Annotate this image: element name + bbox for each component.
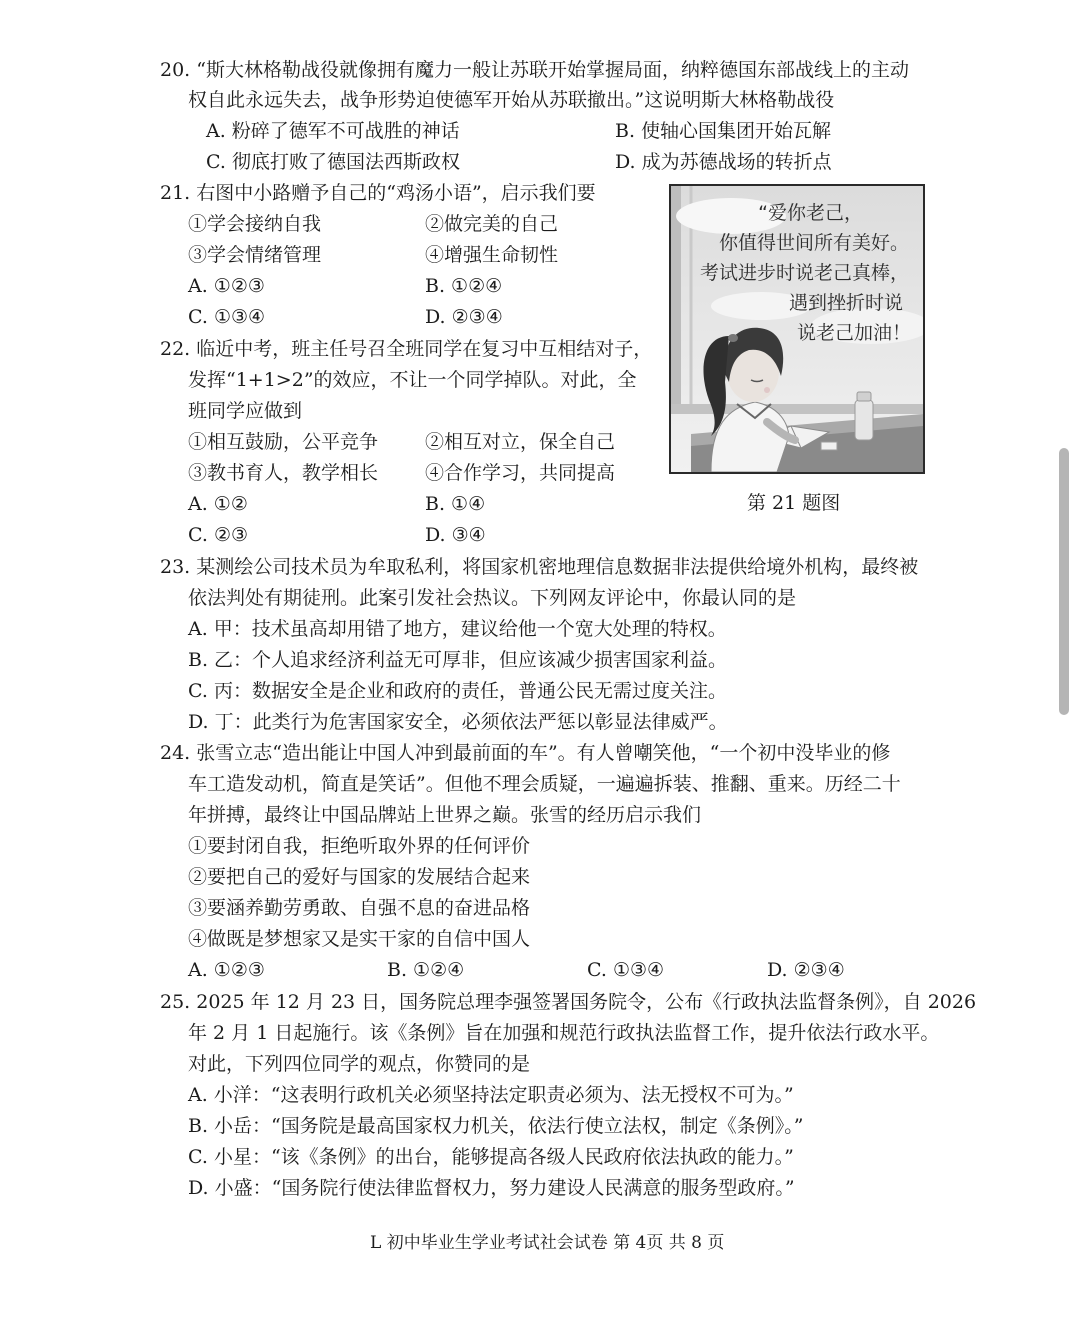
- q23-option-d: D. 丁：此类行为危害国家安全，必须依法严惩以彰显法律威严。: [188, 711, 728, 733]
- q25-stem-line3: 对此，下列四位同学的观点，你赞同的是: [188, 1053, 531, 1075]
- q20-option-c: C. 彻底打败了德国法西斯政权: [206, 151, 460, 173]
- q22-statement-1: ①相互鼓励，公平竞争: [188, 431, 379, 453]
- q23-option-c: C. 丙：数据安全是企业和政府的责任，普通公民无需过度关注。: [188, 680, 727, 702]
- q23-option-b: B. 乙：个人追求经济利益无可厚非，但应该减少损害国家利益。: [188, 649, 728, 671]
- q20-option-a: A. 粉碎了德军不可战胜的神话: [206, 120, 460, 142]
- q20-stem-line1: 20. “斯大林格勒战役就像拥有魔力一般让苏联开始掌握局面，纳粹德国东部战线上的主动: [160, 59, 909, 81]
- q22-stem-line3: 班同学应做到: [188, 400, 303, 422]
- q22-stem-line1: 22. 临近中考，班主任号召全班同学在复习中互相结对子，: [160, 338, 653, 360]
- q25-stem-line1: 25. 2025 年 12 月 23 日，国务院总理李强签署国务院令，公布《行政执法监督条例》，自 2026: [160, 991, 977, 1013]
- page-footer: L 初中毕业生学业考试社会试卷 第 4页 共 8 页: [370, 1233, 725, 1253]
- q21-option-b: B. ①②④: [425, 275, 503, 297]
- q24-stem-line1: 24. 张雪立志“造出能让中国人冲到最前面的车”。有人曾嘲笑他，“一个初中没毕业的修: [160, 742, 891, 764]
- q21-statement-4: ④增强生命韧性: [425, 244, 559, 266]
- q23-option-a: A. 甲：技术虽高却用错了地方，建议给他一个宽大处理的特权。: [188, 618, 727, 640]
- vertical-scrollbar[interactable]: [1059, 448, 1069, 715]
- q21-option-d: D. ②③④: [425, 306, 503, 328]
- q22-statement-4: ④合作学习，共同提高: [425, 462, 616, 484]
- q21-statement-2: ②做完美的自己: [425, 213, 559, 235]
- q20-option-d: D. 成为苏德战场的转折点: [615, 151, 832, 173]
- q25-option-c: C. 小星：“该《条例》的出台，能够提高各级人民政府依法执政的能力。”: [188, 1146, 794, 1168]
- q23-stem-line2: 依法判处有期徒刑。此案引发社会热议。下列网友评论中，你最认同的是: [188, 587, 797, 609]
- q25-option-a: A. 小洋：“这表明行政机关必须坚持法定职责必须为、法无授权不可为。”: [188, 1084, 794, 1106]
- q21-statement-3: ③学会情绪管理: [188, 244, 322, 266]
- q22-option-c: C. ②③: [188, 524, 249, 546]
- q24-statement-3: ③要涵养勤劳勇敢、自强不息的奋进品格: [188, 897, 531, 919]
- q22-option-d: D. ③④: [425, 524, 486, 546]
- q20-option-b: B. 使轴心国集团开始瓦解: [615, 120, 832, 142]
- figure-caption: 第 21 题图: [747, 492, 841, 514]
- q21-stem: 21. 右图中小路赠予自己的“鸡汤小语”，启示我们要: [160, 182, 596, 204]
- q25-stem-line2: 年 2 月 1 日起施行。该《条例》旨在加强和规范行政执法监督工作，提升依法行政水平。: [188, 1022, 940, 1044]
- q24-stem-line2: 车工造发动机，简直是笑话”。但他不理会质疑，一遍遍拆装、推翻、重来。历经二十: [188, 773, 901, 795]
- q22-option-b: B. ①④: [425, 493, 486, 515]
- q21-option-c: C. ①③④: [188, 306, 266, 328]
- figure-quote-line1: “爱你老己，: [758, 202, 863, 224]
- q24-stem-line3: 年拼搏，最终让中国品牌站上世界之巅。张雪的经历启示我们: [188, 804, 702, 826]
- q24-option-c: C. ①③④: [587, 959, 665, 981]
- q24-option-b: B. ①②④: [387, 959, 465, 981]
- q22-stem-line2: 发挥“1+1>2”的效应，不让一个同学掉队。对此，全: [188, 369, 637, 391]
- figure-quote-line4: 遇到挫折时说: [788, 292, 903, 314]
- q25-option-b: B. 小岳：“国务院是最高国家权力机关，依法行使立法权，制定《条例》。”: [188, 1115, 804, 1137]
- figure-quote-line3: 考试进步时说老己真棒，: [699, 262, 909, 284]
- q25-option-d: D. 小盛：“国务院行使法律监督权力，努力建设人民满意的服务型政府。”: [188, 1177, 795, 1199]
- q22-statement-2: ②相互对立，保全自己: [425, 431, 616, 453]
- q24-option-a: A. ①②③: [188, 959, 265, 981]
- q24-statement-1: ①要封闭自我，拒绝听取外界的任何评价: [188, 835, 531, 857]
- figure-quote-line2: 你值得世间所有美好。: [718, 232, 909, 254]
- q24-statement-2: ②要把自己的爱好与国家的发展结合起来: [188, 866, 531, 888]
- q22-statement-3: ③教书育人，教学相长: [188, 462, 379, 484]
- q22-option-a: A. ①②: [188, 493, 248, 515]
- q21-option-a: A. ①②③: [188, 275, 265, 297]
- q24-option-d: D. ②③④: [767, 959, 845, 981]
- q20-stem-line2: 权自此永远失去，战争形势迫使德军开始从苏联撤出。”这说明斯大林格勒战役: [188, 89, 835, 111]
- q21-statement-1: ①学会接纳自我: [188, 213, 322, 235]
- q23-stem-line1: 23. 某测绘公司技术员为牟取私利，将国家机密地理信息数据非法提供给境外机构，最终被: [160, 556, 919, 578]
- q24-statement-4: ④做既是梦想家又是实干家的自信中国人: [188, 928, 531, 950]
- q21-figure-image: [669, 184, 925, 474]
- figure-quote-line5: 说老己加油！: [796, 322, 911, 344]
